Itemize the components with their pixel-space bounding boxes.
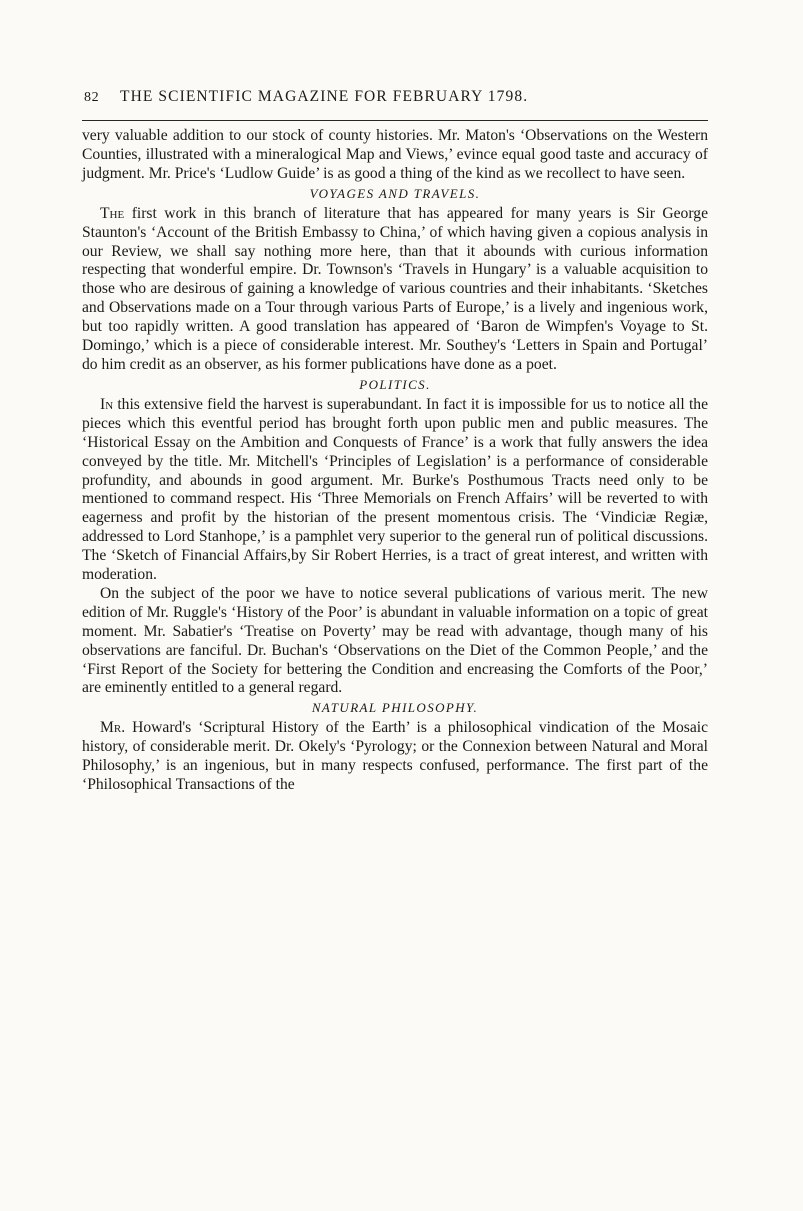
natural-philosophy-lead-word: Mr. — [100, 719, 126, 737]
running-head — [82, 88, 708, 116]
header-rule — [82, 120, 708, 121]
politics-paragraph-1 — [82, 396, 708, 585]
natural-philosophy-paragraph — [82, 719, 708, 795]
heading-politics: POLITICS. — [359, 376, 431, 392]
politics-text-1: this extensive field the harvest is superabundant. In fact it is impossible for us to notice all the pieces which this eventful period has brought forth upon public men and public measures. The ‘Historical Essay on the Ambition and Conquests of France’ is a work that fully answers the idea conveyed by the title. Mr. Mitchell's ‘Principles of Legislation’ is a performance of considerable profundity, and abounds in good argument. Mr. Burke's Posthumous Tracts need only to be mentioned to command respect. His ‘Three Memorials on French Affairs’ will be reverted to with eagerness and profit by the historian of the present momentous crisis. The ‘Vindiciæ Regiæ, addressed to Lord Stanhope,’ is a pamphlet very superior to the general run of political discussions. The ‘Sketch of Financial Affairs,by Sir Robert Herries, is a tract of great interest, and written with moderation. — [82, 395, 708, 584]
natural-philosophy-text: Howard's ‘Scriptural History of the Earth’ is a philosophical vindication of the Mosaic history, of considerable merit. Dr. Okely's ‘Pyrology; or the Connexion between Natural and Moral Philosophy,’ is an ingenious, but in many respects confused, performance. The first part of the ‘Philosophical Transactions of the — [82, 719, 708, 794]
page-number: 82 — [84, 90, 100, 105]
heading-natural-philosophy: NATURAL PHILOSOPHY. — [311, 700, 479, 716]
voyages-lead-word: The — [100, 204, 125, 222]
heading-voyages-and-travels: VOYAGES AND TRAVELS. — [309, 185, 481, 201]
politics-lead-word: In — [100, 395, 114, 413]
intro-paragraph: very valuable addition to our stock of county histories. Mr. Maton's ‘Observations on the Western Counties, illustrated with a mineralogical Map and Views,’ evince equal good taste and accuracy of judgment. Mr. Price's ‘Ludlow Guide’ is as good a thing of the kind as we recollect to have seen. — [82, 127, 708, 182]
running-title: THE SCIENTIFIC MAGAZINE FOR FEBRUARY 1798. — [120, 88, 529, 105]
politics-paragraph-2: On the subject of the poor we have to notice several publications of various merit. The new edition of Mr. Ruggle's ‘History of the Poor’ is abundant in valuable information on a topic of great moment. Mr. Sabatier's ‘Treatise on Poverty’ may be read with advantage, though many of his observations are fanciful. Dr. Buchan's ‘Observations on the Diet of the Common People,’ and the ‘First Report of the Society for bettering the Condition and encreasing the Comforts of the Poor,’ are eminently entitled to a general regard. — [82, 584, 708, 697]
voyages-paragraph — [82, 205, 708, 375]
article-body — [82, 127, 708, 795]
voyages-text: first work in this branch of literature that has appeared for many years is Sir George Staunton's ‘Account of the British Embassy to China,’ of which having given a copious analysis in our Review, we shall say nothing more here, than that it abounds with curious information respecting that wonderful empire. Dr. Townson's ‘Travels in Hungary’ is a valuable acquisition to those who are desirous of gaining a knowledge of various countries and their inhabitants. ‘Sketches and Observations made on a Tour through various Parts of Europe,’ is a lively and ingenious work, but too rapidly written. A good translation has appeared of ‘Baron de Wimpfen's Voyage to St. Domingo,’ which is a piece of considerable interest. Mr. Southey's ‘Letters in Spain and Portugal’ do him credit as an observer, as his former publications have done as a poet. — [82, 204, 708, 373]
document-page — [82, 88, 708, 795]
